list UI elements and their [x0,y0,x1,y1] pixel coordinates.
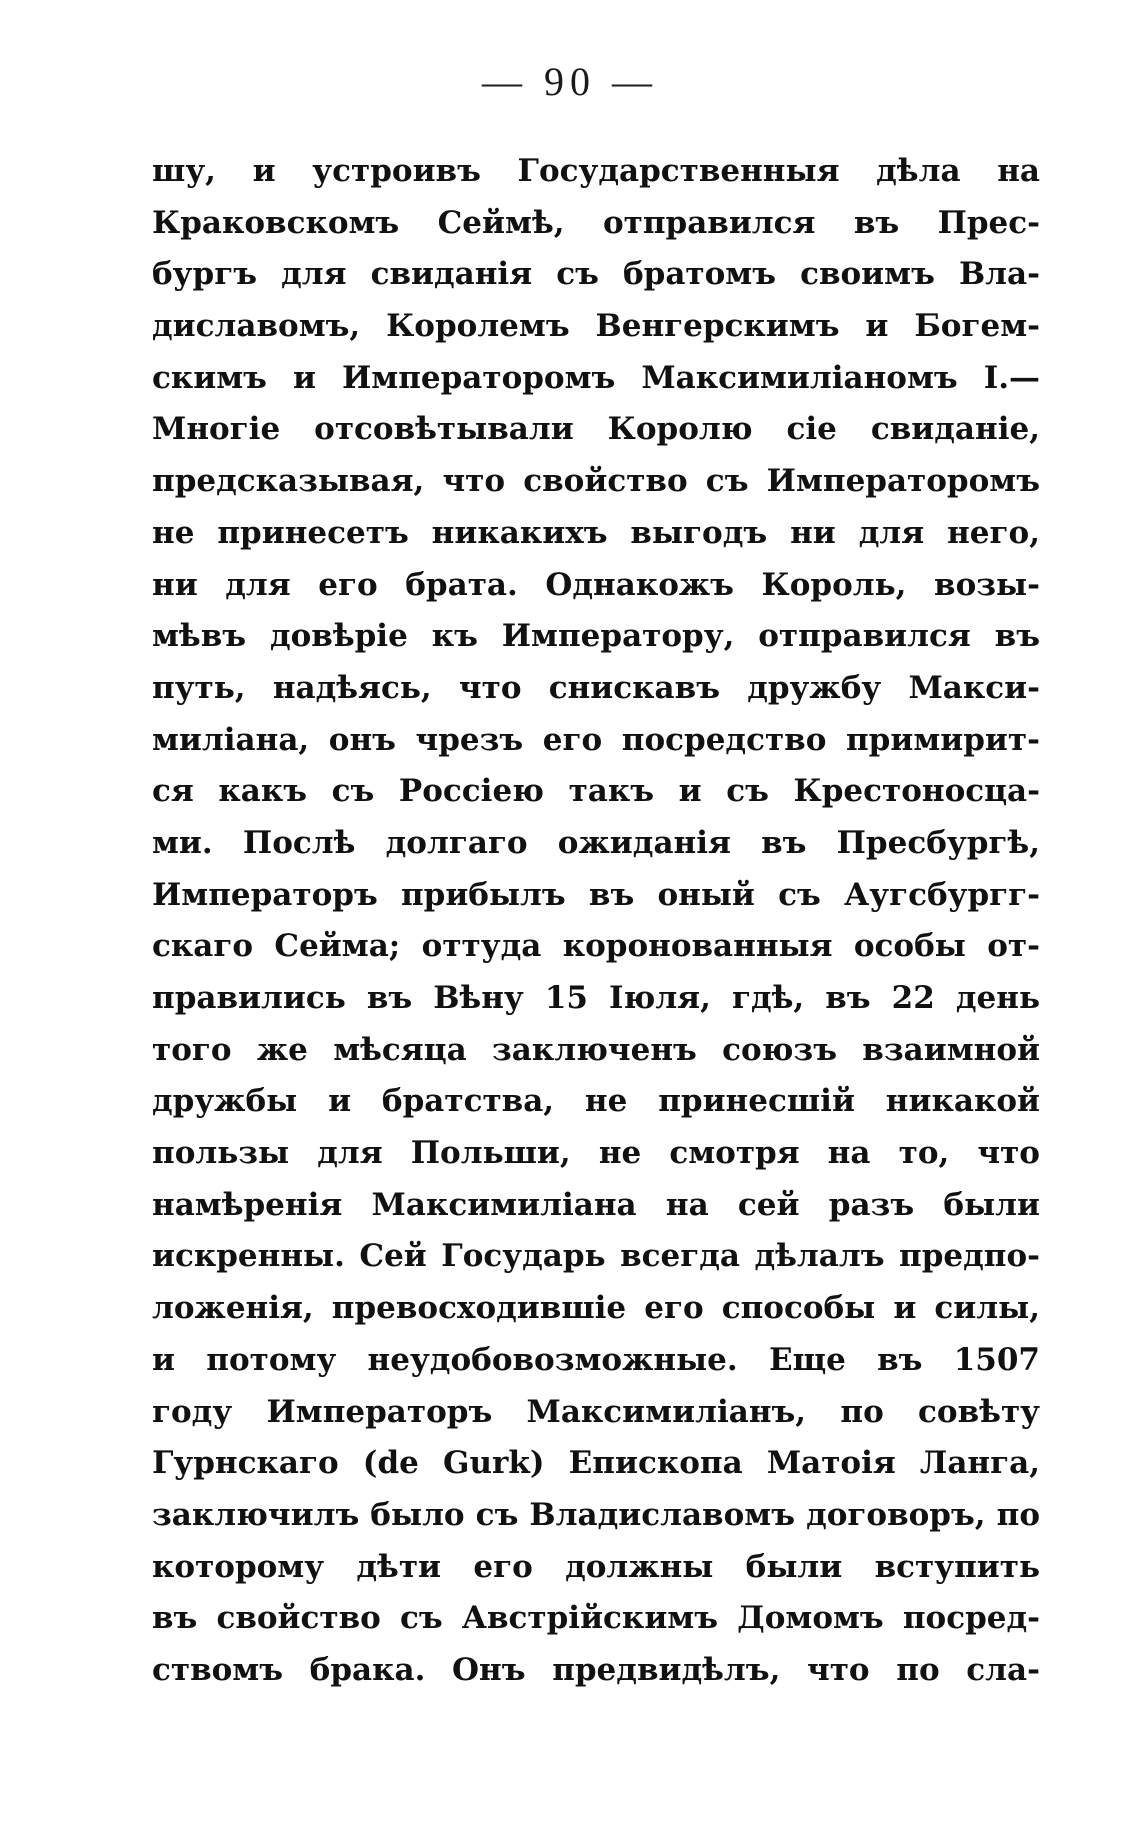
text-line: которому дѣти его должны были вступить [152,1548,1040,1585]
text-line: дружбы и братства, не принесшій никакой [152,1083,1040,1120]
text-line: пользы для Польши, не смотря на то, что [152,1135,1040,1172]
text-line: заключилъ было съ Владиславомъ договоръ, по [152,1496,1040,1533]
page-number: — 90 — [482,59,658,104]
text-line: миліана, онъ чрезъ его посредство примирит- [152,721,1040,758]
text-line: правились въ Вѣну 15 Іюля, гдѣ, въ 22 день [152,980,1040,1016]
text-line: того же мѣсяца заключенъ союзъ взаимной [152,1031,1040,1068]
text-line: намѣренія Максимиліана на сей разъ были [152,1186,1040,1223]
text-line: скимъ и Императоромъ Максимиліаномъ I.— [152,359,1040,396]
text-line: скаго Сейма; оттуда коронованныя особы от- [152,928,1040,965]
text-line: ся какъ съ Россіею такъ и съ Крестоносца- [152,773,1040,810]
text-line: бургъ для свиданія съ братомъ своимъ Вла- [152,256,1040,293]
text-line: искренны. Сей Государь всегда дѣлалъ предпо- [152,1238,1040,1275]
body-text [152,146,1040,1697]
text-line: шу, и устроивъ Государственныя дѣла на [152,153,1040,189]
text-line: ствомъ брака. Онъ предвидѣлъ, что по сла- [152,1651,1040,1688]
text-line: диславомъ, Королемъ Венгерскимъ и Богем- [152,308,1040,345]
text-line: предсказывая, что свойство съ Императоромъ [152,463,1040,500]
text-line: году Императоръ Максимиліанъ, по совѣту [152,1393,1040,1430]
text-line: и потому неудобовозможные. Еще въ 1507 [152,1341,1040,1378]
text-line: ни для его брата. Однакожъ Король, возы- [152,566,1040,603]
text-line: мѣвъ довѣріе къ Императору, отправился въ [152,618,1040,655]
text-line: Гурнскаго (de Gurk) Епископа Матоія Ланга, [152,1445,1040,1482]
text-line: Многіе отсовѣтывали Королю сіе свиданіе, [152,411,1040,448]
text-line: въ свойство съ Австрійскимъ Домомъ посред- [152,1600,1040,1637]
text-line: не принесетъ никакихъ выгодъ ни для него, [152,514,1040,551]
text-line: ми. Послѣ долгаго ожиданія въ Пресбургѣ, [152,824,1040,861]
text-line: Императоръ прибылъ въ оный съ Аугсбургг- [152,876,1040,913]
text-line: ложенія, превосходившіе его способы и силы, [152,1290,1040,1327]
text-line: Краковскомъ Сеймѣ, отправился въ Прес- [152,204,1040,241]
text-line: путь, надѣясь, что снискавъ дружбу Макси- [152,669,1040,706]
